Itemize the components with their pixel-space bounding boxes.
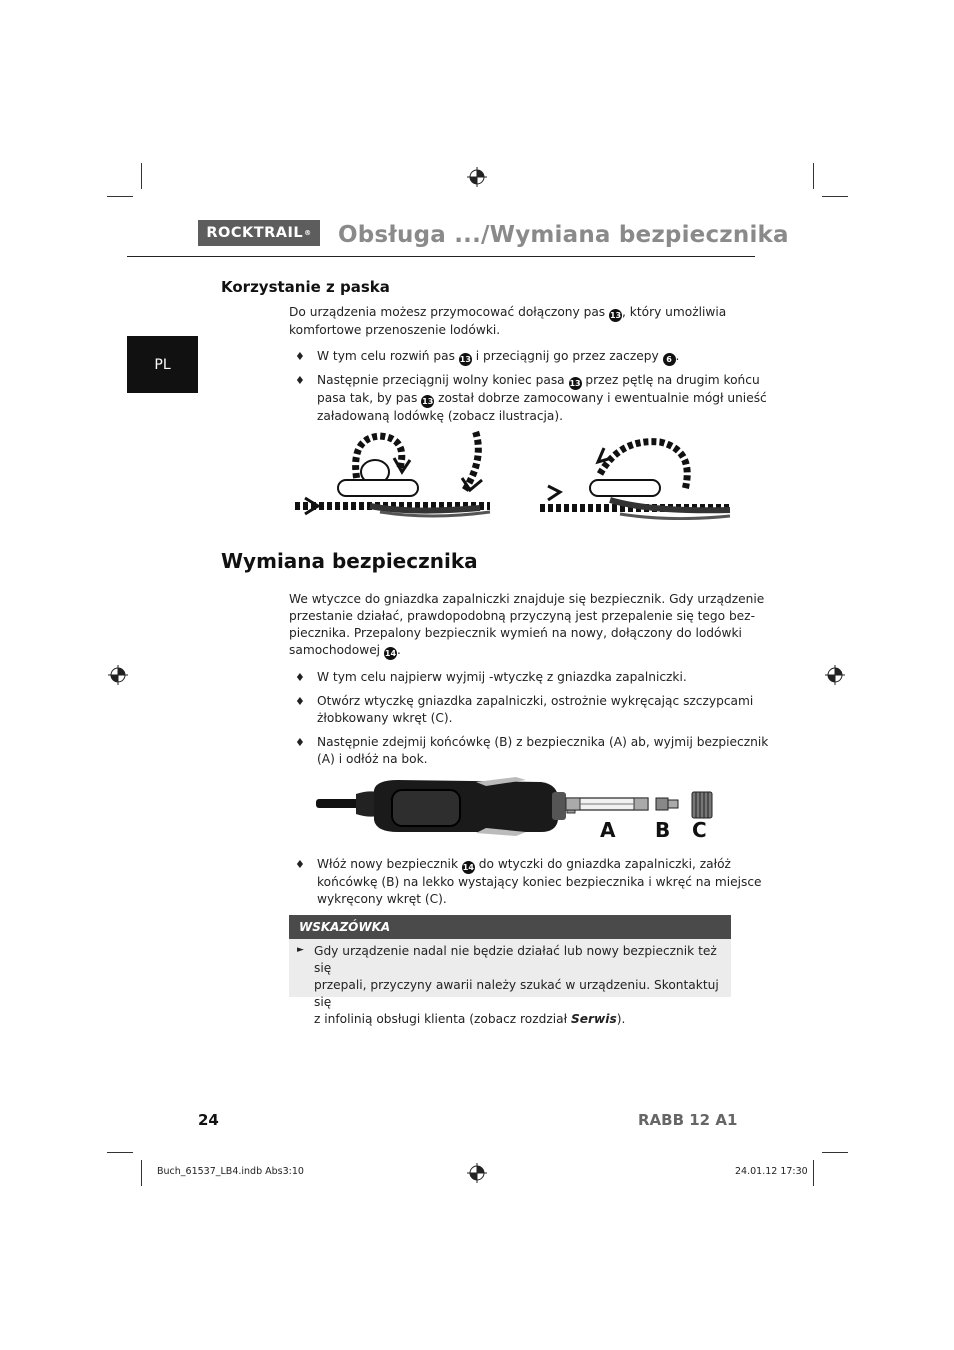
language-tab: PL (127, 336, 198, 393)
label-a: A (600, 818, 616, 842)
text: załadowaną lodówkę (zobacz ilustracja). (317, 409, 563, 423)
label-b: B (655, 818, 671, 842)
ref-number-13: 13 (459, 355, 471, 364)
text: z infolinią obsługi klienta (zobacz rozdział (314, 1012, 571, 1026)
bullet-diamond-icon: ♦ (295, 858, 305, 871)
text: Do urządzenia możesz przymocować dołączony pas (289, 305, 610, 319)
title-divider (127, 256, 755, 257)
bullet-diamond-icon: ♦ (295, 671, 305, 684)
label-c: C (692, 818, 707, 842)
ref-number-13: 13 (422, 397, 434, 406)
text: Otwórz wtyczkę gniazdka zapalniczki, ostrożnie wykręcając szczypcami (317, 694, 754, 708)
text: Włóż nowy bezpiecznik (317, 857, 462, 871)
note-text (314, 943, 731, 1028)
crop-mark (813, 163, 814, 189)
list-item (295, 348, 680, 366)
text: Gdy urządzenie nadal nie będzie działać lub nowy bezpiecznik też się (314, 944, 717, 975)
bullet-diamond-icon: ♦ (295, 374, 305, 387)
print-slug-left: Buch_61537_LB4.indb Abs3:10 (157, 1166, 304, 1177)
text: komfortowe przenoszenie lodówki. (289, 323, 501, 337)
list-item (295, 734, 769, 768)
text: do wtyczki do gniazdka zapalniczki, załóż (474, 857, 731, 871)
brand-logo (198, 220, 320, 246)
text: piecznika. Przepalony bezpiecznik wymień na nowy, dołączony do lodówki (289, 626, 742, 640)
crop-mark (141, 163, 142, 189)
page-title: Obsługa .../Wymiana bezpiecznika (338, 222, 789, 248)
text: wykręcony wkręt (C). (317, 892, 447, 906)
list-item (295, 693, 754, 727)
note-heading: WSKAZÓWKA (289, 915, 731, 939)
text: przez pętlę na drugim końcu (581, 373, 760, 387)
section-heading-strap: Korzystanie z paska (221, 278, 390, 296)
text: Następnie zdejmij końcówkę (B) z bezpiecznika (A) ab, wyjmij bezpiecznik (317, 735, 769, 749)
note-body (289, 939, 731, 1026)
crop-mark (822, 196, 848, 197)
ref-number-6: 6 (663, 353, 676, 366)
crop-mark (822, 1152, 848, 1153)
list-item (295, 372, 767, 425)
text: końcówkę (B) na lekko wystający koniec bezpiecznika i wkręć na miejsce (317, 875, 762, 889)
text: pasa tak, by pas (317, 391, 422, 405)
registration-mark-icon (467, 1163, 487, 1183)
bullet-diamond-icon: ♦ (295, 350, 305, 363)
text: W tym celu rozwiń pas (317, 349, 459, 363)
fuse-intro (289, 591, 764, 660)
text: przestanie działać, prawdopodobną przyczyną jest przepalenie się tego bez- (289, 609, 755, 623)
page-number: 24 (198, 1111, 219, 1129)
text: . (396, 643, 401, 657)
registration-mark-icon (825, 665, 845, 685)
strap-loop-left (295, 430, 490, 516)
print-slug-right: 24.01.12 17:30 (735, 1166, 808, 1177)
crop-mark (107, 196, 133, 197)
section-heading-fuse: Wymiana bezpiecznika (221, 549, 478, 573)
ref-number-13: 13 (569, 379, 581, 388)
registration-mark-icon (467, 167, 487, 187)
text: . (675, 349, 680, 363)
text: i przeciągnij go przez zaczepy (471, 349, 663, 363)
text: W tym celu najpierw wyjmij -wtyczkę z gniazdka zapalniczki. (317, 670, 687, 684)
model-number: RABB 12 A1 (638, 1111, 738, 1129)
ref-number-14: 14 (384, 649, 397, 658)
text: Następnie przeciągnij wolny koniec pasa (317, 373, 569, 387)
registration-mark-icon (108, 665, 128, 685)
strap-intro (289, 304, 726, 339)
knurled-screw-c (692, 792, 712, 818)
brand-logo-text: ROCKTRAIL (206, 225, 304, 241)
fuse-tip-b (656, 798, 668, 810)
strap-illustration (290, 428, 735, 520)
text: ). (616, 1012, 626, 1026)
text: samochodowej (289, 643, 384, 657)
crop-mark (813, 1160, 814, 1186)
list-item (295, 856, 762, 908)
list-item (295, 669, 687, 686)
text: , który umożliwia (622, 305, 727, 319)
crop-mark (107, 1152, 133, 1153)
ref-number-13: 13 (609, 311, 622, 320)
bullet-diamond-icon: ♦ (295, 736, 305, 749)
strap-loop-right (540, 442, 730, 519)
text: żłobkowany wkręt (C). (317, 711, 453, 725)
text: przepali, przyczyny awarii należy szukać w urządzeniu. Skontaktuj się (314, 978, 719, 1009)
registered-mark: ® (304, 229, 312, 237)
text: został dobrze zamocowany i ewentualnie mógł unieść (434, 391, 767, 405)
bullet-diamond-icon: ♦ (295, 695, 305, 708)
crop-mark (141, 1160, 142, 1186)
text: We wtyczce do gniazdka zapalniczki znajduje się bezpiecznik. Gdy urządzenie (289, 592, 765, 606)
ref-number-14: 14 (462, 863, 474, 872)
text: Serwis (570, 1012, 617, 1026)
text: (A) i odłóż na bok. (317, 752, 428, 766)
pointer-arrow-icon: ► (297, 945, 304, 955)
